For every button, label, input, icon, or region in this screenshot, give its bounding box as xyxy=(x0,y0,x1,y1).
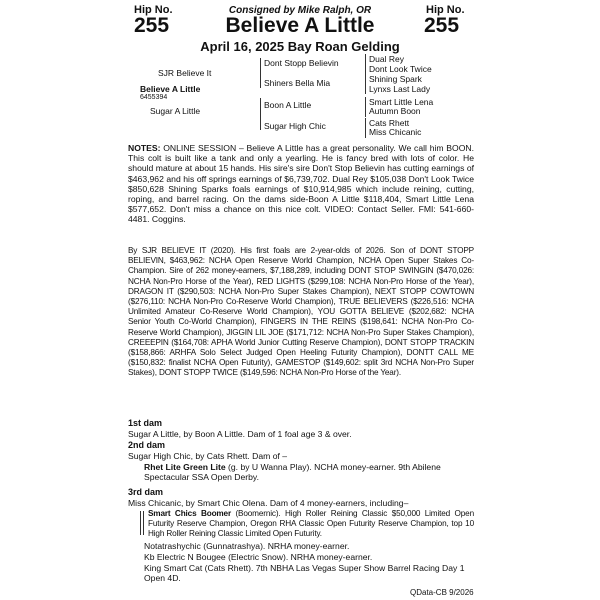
pedigree-dam-sire: Boon A Little xyxy=(264,100,312,110)
sire-paragraph: By SJR BELIEVE IT (2020). His first foals are 2-year-olds of 2026. Son of DONT STOPP BELIEVIN, $463,962: NCHA Open Reserve World Champion, NCHA Open Super Stakes Co-Champion. Sire of 262 money-earners, $7,188,289, including DONT STOP SWINGIN ($470,026: NCHA Non-Pro Horse of the Year), RED LIGHTS ($299,108: NCHA Non-Pro Horse of the Year), DRAGON IT ($290,503: NCHA Non-Pro Super Stakes Champion), NEXT STOPP COWTOWN ($276,110: NCHA Non-Pro Co-Reserve World Champion), TRUE BELIEVERS ($226,516: NCHA Unlimited Amateur Co-Reserve World Champion), YOU GOTTA BELIEVE ($202,682: NCHA Senior Youth Co-World Champion), FINGERS IN THE REINS ($198,641: NCHA Non-Pro Co-Reserve World Champion), JIGGIN LIL JOE ($171,712: NCHA Non-Pro Super Stakes Champion), CREEEPIN ($164,708: APHA World Junior Cutting Reserve Champion), DONT STOPP TRACKIN ($158,866: ARHFA Solo Select Judged Open Heeling Futurity Champion), DONTT CALL ME ($150,832: finalist NCHA Open Futurity), GAMESTOP ($149,602: split 3rd NCHA Non-Pro Super Stakes), DONT STOPP TWICE ($149,596: NCHA Non-Pro Horse of the Year). xyxy=(128,246,474,378)
pedigree-g2: Dont Look Twice xyxy=(369,64,432,74)
third-dam-offspring-1 xyxy=(148,509,474,540)
offspring-bar-1 xyxy=(140,511,141,535)
third-dam-text: Miss Chicanic, by Smart Chic Olena. Dam of 4 money-earners, including– xyxy=(128,498,409,508)
hip-label-left: Hip No. xyxy=(134,4,173,16)
pedigree-g1: Dual Rey xyxy=(369,54,404,64)
pedigree-dam-dam: Sugar High Chic xyxy=(264,121,326,131)
horse-name: Believe A Little xyxy=(225,14,375,37)
third-dam-heading: 3rd dam xyxy=(128,487,164,497)
bracket-g2 xyxy=(365,74,366,94)
third-dam-offspring-3: Kb Electric N Bougee (Electric Snow). NRHA money-earner. xyxy=(144,552,373,562)
bracket-g3 xyxy=(365,97,366,117)
third-dam-offspring-2: Notatrashychic (Gunnatrashya). NRHA money-earner. xyxy=(144,541,350,551)
registration-number: 6455394 xyxy=(140,94,168,101)
hip-label-right: Hip No. xyxy=(426,4,465,16)
pedigree-g4: Lynxs Last Lady xyxy=(369,84,431,94)
first-dam-text: Sugar A Little, by Boon A Little. Dam of 1 foal age 3 & over. xyxy=(128,429,352,439)
offspring-record: (g. by U Wanna Play). NCHA money-earner. 9th Abilene Spectacular SSA Open Derby. xyxy=(144,462,441,483)
bracket-sire xyxy=(260,58,261,88)
notes-text: ONLINE SESSION – Believe A Little has a great personality. We call him BOON. This colt is built like a tank and only a yearling. He is fancy bred with lots of color. He should mature at about 15 hands. His sire's sire Don't Stop Believin has cutting earnings of $463,962 and his off springs earnings of $6,739,702. Dual Rey $105,038 Don't Look Twice $850,628 Shining Sparks foals earnings of $10,914,985 which include reining, cutting, roping, and barrel racing. On the dams side-Boon A Little $118,404, Smart Little Lena $577,652. Don't miss a chance on this nice colt. VIDEO: Contact Seller. FMI: 541-660-4481. Coggins. xyxy=(128,143,474,225)
bracket-dam xyxy=(260,98,261,130)
pedigree-sire-sire: Dont Stopp Believin xyxy=(264,58,339,68)
offspring-name: Smart Chics Boomer xyxy=(148,509,231,518)
pedigree-g7: Cats Rhett xyxy=(369,118,410,128)
pedigree-g8: Miss Chicanic xyxy=(369,127,422,137)
offspring-name: Rhet Lite Green Lite xyxy=(144,462,226,472)
horse-description: April 16, 2025 Bay Roan Gelding xyxy=(200,39,400,54)
pedigree-chart xyxy=(0,0,600,140)
offspring-record: (Boomernic). High Roller Reining Classic $50,000 Limited Open Futurity Reserve Champion, Oregon RHA Classic Open Futurity Reserve Champion, top 10 High Roller Reining Classic Limited Open Futurity. xyxy=(148,509,474,539)
second-dam-offspring xyxy=(144,462,474,482)
pedigree-g6: Autumn Boon xyxy=(369,106,421,116)
offspring-bar-2 xyxy=(143,511,144,535)
consigner: Consigned by Mike Ralph, OR xyxy=(228,5,372,16)
hip-number-right: 255 xyxy=(424,14,460,37)
pedigree-g5: Smart Little Lena xyxy=(369,97,434,107)
pedigree-sire-dam: Shiners Bella Mia xyxy=(264,78,331,88)
pedigree-horse: Believe A Little xyxy=(140,84,201,94)
bracket-g4 xyxy=(365,118,366,138)
third-dam-offspring-4: King Smart Cat (Cats Rhett). 7th NBHA Las Vegas Super Show Barrel Racing Day 1 Open 4D. xyxy=(144,563,465,584)
first-dam-heading: 1st dam xyxy=(128,418,163,428)
second-dam-heading: 2nd dam xyxy=(128,440,166,450)
hip-number-left: 255 xyxy=(134,14,170,37)
pedigree-g3: Shining Spark xyxy=(369,74,422,84)
footer-source: QData-CB 9/2026 xyxy=(410,588,474,597)
notes-label: NOTES: xyxy=(128,143,161,153)
pedigree-sire: SJR Believe It xyxy=(158,68,212,78)
bracket-g1 xyxy=(365,54,366,74)
notes-paragraph xyxy=(128,143,474,225)
pedigree-dam: Sugar A Little xyxy=(150,106,201,116)
second-dam-text: Sugar High Chic, by Cats Rhett. Dam of – xyxy=(128,451,288,461)
